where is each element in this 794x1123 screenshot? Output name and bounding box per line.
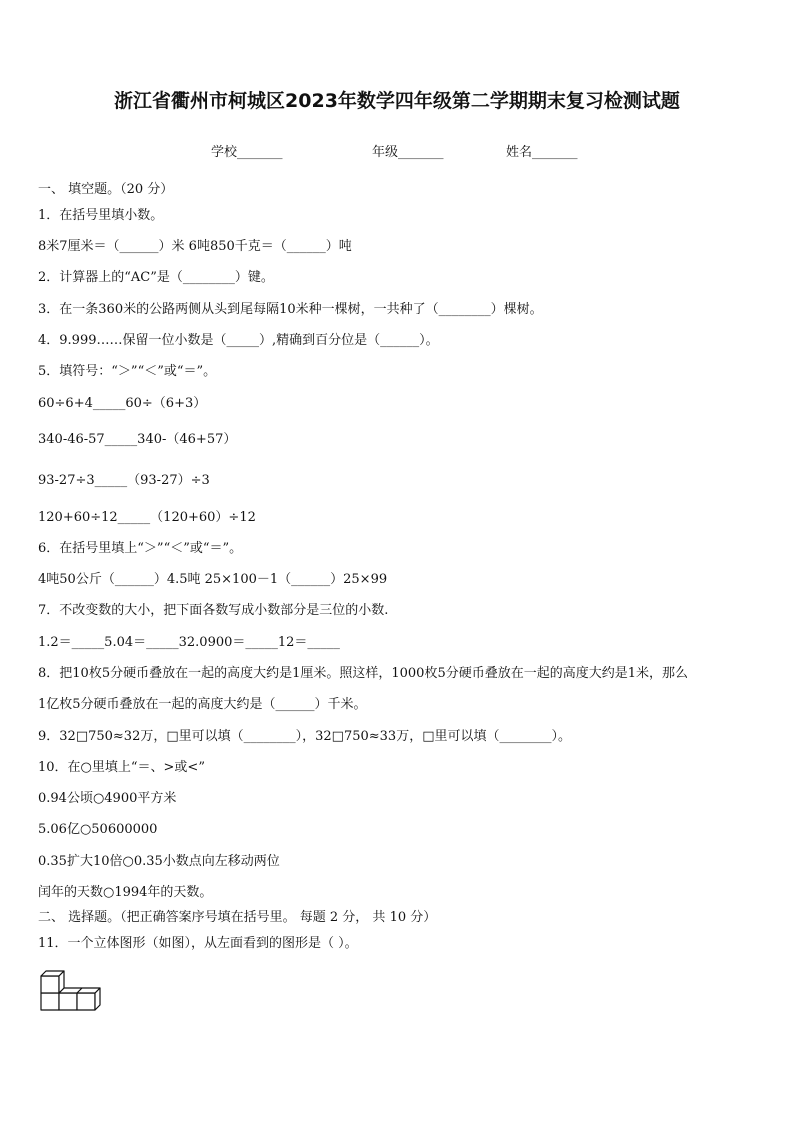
grade-field[interactable]: 年级_______ [372,145,444,160]
question-8-line-2: 1亿枚5分硬币叠放在一起的高度大约是（______）千米。 [38,697,367,712]
question-3: 3．在一条360米的公路两侧从头到尾每隔10米种一棵树，一共种了（________）棵树。 [38,302,543,317]
exam-title: 浙江省衢州市柯城区2023年数学四年级第二学期期末复习检测试题 [114,90,680,112]
question-1: 1．在括号里填小数。 [38,208,164,223]
question-4: 4．9.999……保留一位小数是（_____）,精确到百分位是（______）。 [38,333,439,348]
question-5-item-2: 340-46-57_____340-（46+57） [38,432,237,447]
question-5-item-1: 60÷6+4_____60÷（6+3） [38,396,207,411]
name-field[interactable]: 姓名_______ [506,145,578,160]
question-7: 7．不改变数的大小，把下面各数写成小数部分是三位的小数. [38,603,389,618]
section-heading-fill-in: 一、 填空题。（20 分） [38,182,174,197]
question-6-items: 4吨50公斤（______）4.5吨 25×100－1（______）25×99 [38,572,388,587]
cube-figure [40,970,102,1012]
question-10-item-4: 闰年的天数○1994年的天数。 [38,885,213,900]
question-5-item-3: 93-27÷3_____（93-27）÷3 [38,473,210,488]
question-7-items: 1.2＝_____5.04＝_____32.0900＝_____12＝_____ [38,635,340,650]
school-field[interactable]: 学校_______ [211,145,283,160]
question-11: 11．一个立体图形（如图），从左面看到的图形是（ ）。 [38,936,358,951]
question-10-item-2: 5.06亿○50600000 [38,822,158,837]
question-10-item-3: 0.35扩大10倍○0.35小数点向左移动两位 [38,854,280,869]
question-8-line-1: 8．把10枚5分硬币叠放在一起的高度大约是1厘米。照这样，1000枚5分硬币叠放在一起的高度大约是1米，那么 [38,666,688,681]
question-10: 10．在○里填上“＝、>或<” [38,760,205,775]
question-5: 5．填符号：“＞”“＜”或“＝”。 [38,364,217,379]
question-6: 6．在括号里填上“＞”“＜”或“＝”。 [38,541,243,556]
question-1-items: 8米7厘米＝（______）米 6吨850千克＝（______）吨 [38,239,352,254]
question-5-item-4: 120+60÷12_____（120+60）÷12 [38,510,256,525]
question-2: 2．计算器上的“AC”是（________）键。 [38,270,274,285]
student-info-row [0,141,794,161]
question-9: 9．32□750≈32万，□里可以填（________），32□750≈33万，□里可以填（________）。 [38,729,571,744]
section-heading-choice: 二、 选择题。（把正确答案序号填在括号里。 每题 2 分， 共 10 分） [38,910,437,925]
question-10-item-1: 0.94公顷○4900平方米 [38,791,177,806]
